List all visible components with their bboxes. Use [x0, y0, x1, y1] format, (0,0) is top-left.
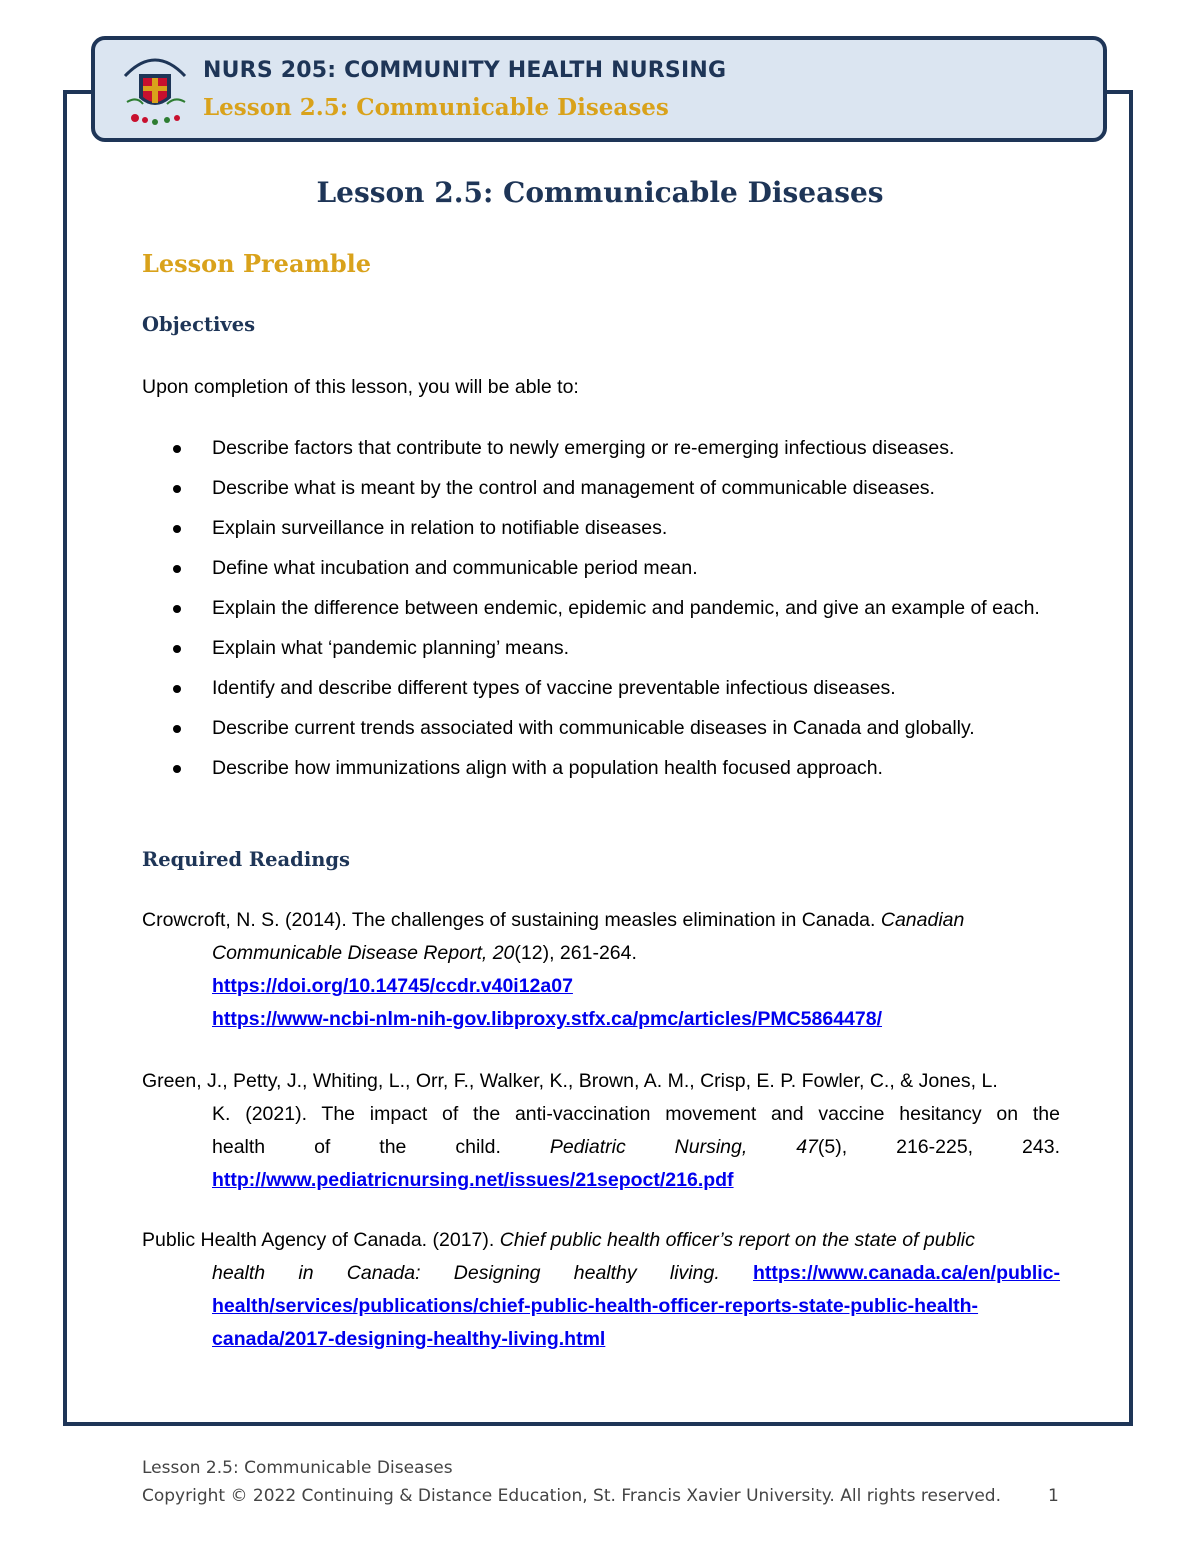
reference-phac: Public Health Agency of Canada. (2017). Chief public health officer’s report on the state of public health in Canada: Designing healthy living. https://www.canada.ca/en/public- health/services/publications/chief-public-health-officer-reports-state-public-health- canada/2017-designing-healthy-living.html — [142, 1229, 1061, 1350]
footer-copyright: Copyright © 2022 Continuing & Distance Education, St. Francis Xavier University. All rights reserved. — [142, 1486, 1001, 1506]
pediatric-nursing-link[interactable]: http://www.pediatricnursing.net/issues/21sepoct/216.pdf — [212, 1169, 734, 1191]
objectives-intro: Upon completion of this lesson, you will be able to: — [142, 376, 579, 398]
readings-heading: Required Readings — [142, 848, 351, 871]
bullet-icon — [173, 565, 181, 573]
bullet-icon — [173, 765, 181, 773]
header-banner — [91, 36, 1107, 142]
list-item: Describe current trends associated with communicable diseases in Canada and globally. — [142, 712, 1062, 745]
list-item: Explain the difference between endemic, epidemic and pandemic, and give an example of each. — [142, 592, 1062, 625]
footer-lesson: Lesson 2.5: Communicable Diseases — [142, 1458, 453, 1478]
canada-link-end[interactable]: canada/2017-designing-healthy-living.html — [212, 1328, 606, 1350]
list-item: Describe how immunizations align with a population health focused approach. — [142, 752, 1062, 785]
page-number: 1 — [1048, 1486, 1059, 1506]
preamble-heading: Lesson Preamble — [142, 249, 372, 278]
list-item: Explain what ‘pandemic planning’ means. — [142, 632, 1062, 665]
objectives-list — [142, 432, 1062, 792]
canada-link-cont[interactable]: health/services/publications/chief-public-health-officer-reports-state-public-health- — [212, 1295, 979, 1317]
bullet-icon — [173, 645, 181, 653]
list-item: Describe factors that contribute to newly emerging or re-emerging infectious diseases. — [142, 432, 1062, 465]
pmc-link[interactable]: https://www-ncbi-nlm-nih-gov.libproxy.stfx.ca/pmc/articles/PMC5864478/ — [212, 1008, 883, 1030]
bullet-icon — [173, 445, 181, 453]
bullet-icon — [173, 725, 181, 733]
reference-green: Green, J., Petty, J., Whiting, L., Orr, F., Walker, K., Brown, A. M., Crisp, E. P. Fowler, C., & Jones, L. K. (2021). The impact of the anti-vaccination movement and vaccine hesitancy on the health of the child. Pediatric Nursing, 47(5), 216-225, 243. http://www.pediatricnursing.net/issues/21sepoct/216.pdf — [142, 1070, 1060, 1191]
list-item: Define what incubation and communicable period mean. — [142, 552, 1062, 585]
page-title: Lesson 2.5: Communicable Diseases — [316, 176, 884, 209]
list-item: Identify and describe different types of vaccine preventable infectious diseases. — [142, 672, 1062, 705]
course-title: NURS 205: COMMUNITY HEALTH NURSING — [203, 58, 727, 83]
canada-link[interactable]: https://www.canada.ca/en/public- — [753, 1262, 1061, 1284]
bullet-icon — [173, 485, 181, 493]
objectives-heading: Objectives — [142, 313, 256, 336]
list-item: Explain surveillance in relation to notifiable diseases. — [142, 512, 1062, 545]
reference-crowcroft: Crowcroft, N. S. (2014). The challenges of sustaining measles elimination in Canada. Canadian Communicable Disease Report, 20(12), 261-264. https://doi.org/10.14745/ccdr.v40i12a07 https://www-ncbi-nlm-nih-gov.libproxy.stfx.ca/pmc/articles/PMC5864478/ — [142, 909, 965, 1030]
university-crest-icon — [117, 46, 193, 132]
bullet-icon — [173, 685, 181, 693]
doi-link[interactable]: https://doi.org/10.14745/ccdr.v40i12a07 — [212, 975, 573, 997]
bullet-icon — [173, 525, 181, 533]
bullet-icon — [173, 605, 181, 613]
list-item: Describe what is meant by the control and management of communicable diseases. — [142, 472, 1062, 505]
lesson-subtitle: Lesson 2.5: Communicable Diseases — [203, 94, 669, 121]
